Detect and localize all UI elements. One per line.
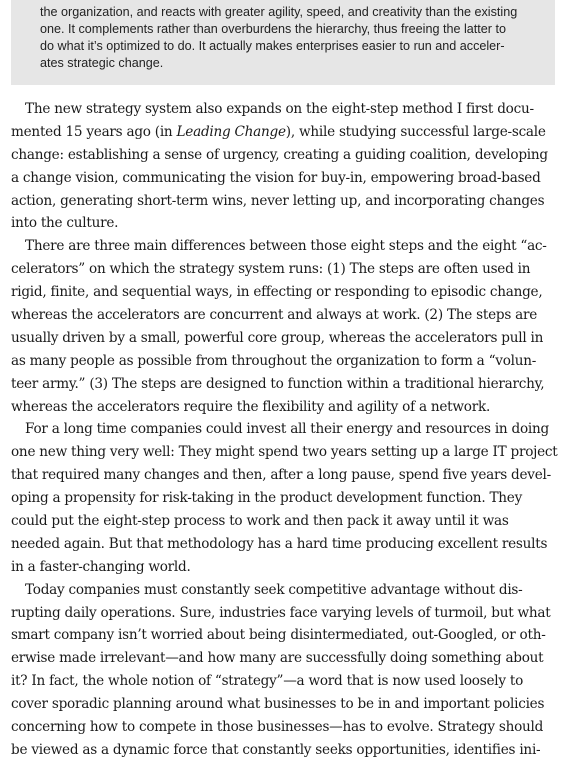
text-line: could put the eight-step process to work and then pack it away until it was: [11, 513, 509, 530]
text-line: it? In fact, the whole notion of “strategy”—a word that is now used loosely to: [11, 673, 524, 690]
text-line: For a long time companies could invest all their energy and resources in doing: [25, 421, 549, 438]
text-line: The new strategy system also expands on the eight-step method I first docu-: [25, 101, 534, 117]
text-segment: mented 15 years ago (in: [11, 123, 177, 140]
callout-line: the organization, and reacts with greater agility, speed, and creativity than the existing: [40, 5, 518, 19]
text-line: oping a propensity for risk-taking in the product development function. They: [11, 490, 523, 507]
text-line: one new thing very well: They might spend two years setting up a large IT project: [11, 444, 558, 461]
article-body: [11, 98, 556, 762]
text-line: concerning how to compete in those businesses—has to evolve. Strategy should: [11, 719, 544, 736]
sidebar-callout-box: [11, 0, 555, 85]
text-line: There are three main differences between those eight steps and the eight “ac-: [25, 238, 547, 255]
text-line: rigid, finite, and sequential ways, in effecting or responding to episodic change,: [11, 284, 543, 301]
text-line: be viewed as a dynamic force that constantly seeks opportunities, identifies ini-: [11, 741, 541, 758]
text-line: that required many changes and then, after a long pause, spend five years devel-: [11, 467, 551, 484]
text-line: cover sporadic planning around what businesses to be in and important policies: [11, 696, 545, 713]
callout-line: one. It complements rather than overburdens the hierarchy, thus freeing the latter to: [40, 22, 506, 36]
text-line: change: establishing a sense of urgency, creating a guiding coalition, developing: [11, 146, 548, 163]
text-line: into the culture.: [11, 215, 119, 232]
text-line: a change vision, communicating the vision for buy-in, empowering broad-based: [11, 169, 541, 186]
text-line: smart company isn’t worried about being disintermediated, out-Googled, or oth-: [11, 627, 546, 644]
text-segment: ), while studying successful large-scale: [285, 123, 546, 140]
paragraph-long-time-companies: [11, 418, 556, 578]
callout-line: do what it’s optimized to do. It actually makes enterprises easier to run and acceler-: [40, 39, 505, 53]
callout-line: ates strategic change.: [40, 56, 164, 70]
text-line: usually driven by a small, powerful core group, whereas the accelerators pull in: [11, 329, 544, 346]
paragraph-today-companies: [11, 579, 556, 762]
text-line: celerators” on which the strategy system runs: (1) The steps are often used in: [11, 261, 531, 278]
text-line: whereas the accelerators require the flexibility and agility of a network.: [11, 398, 491, 415]
text-line: action, generating short-term wins, never letting up, and incorporating changes: [11, 192, 545, 209]
text-line: needed again. But that methodology has a hard time producing excellent results: [11, 535, 548, 552]
text-line: rupting daily operations. Sure, industries face varying levels of turmoil, but what: [11, 604, 551, 621]
paragraph-three-differences: [11, 235, 556, 418]
text-line: in a faster-changing world.: [11, 558, 191, 575]
text-line-with-title: [11, 121, 556, 144]
text-line: teer army.” (3) The steps are designed to function within a traditional hierarchy,: [11, 375, 545, 392]
text-line: erwise made irrelevant—and how many are successfully doing something about: [11, 650, 544, 667]
book-title: Leading Change: [176, 123, 286, 140]
text-line: as many people as possible from throughout the organization to form a “volun-: [11, 352, 537, 369]
text-line: Today companies must constantly seek competitive advantage without dis-: [25, 581, 523, 598]
text-line: whereas the accelerators are concurrent and always at work. (2) The steps are: [11, 307, 538, 324]
paragraph-eight-step-method: [11, 98, 556, 235]
